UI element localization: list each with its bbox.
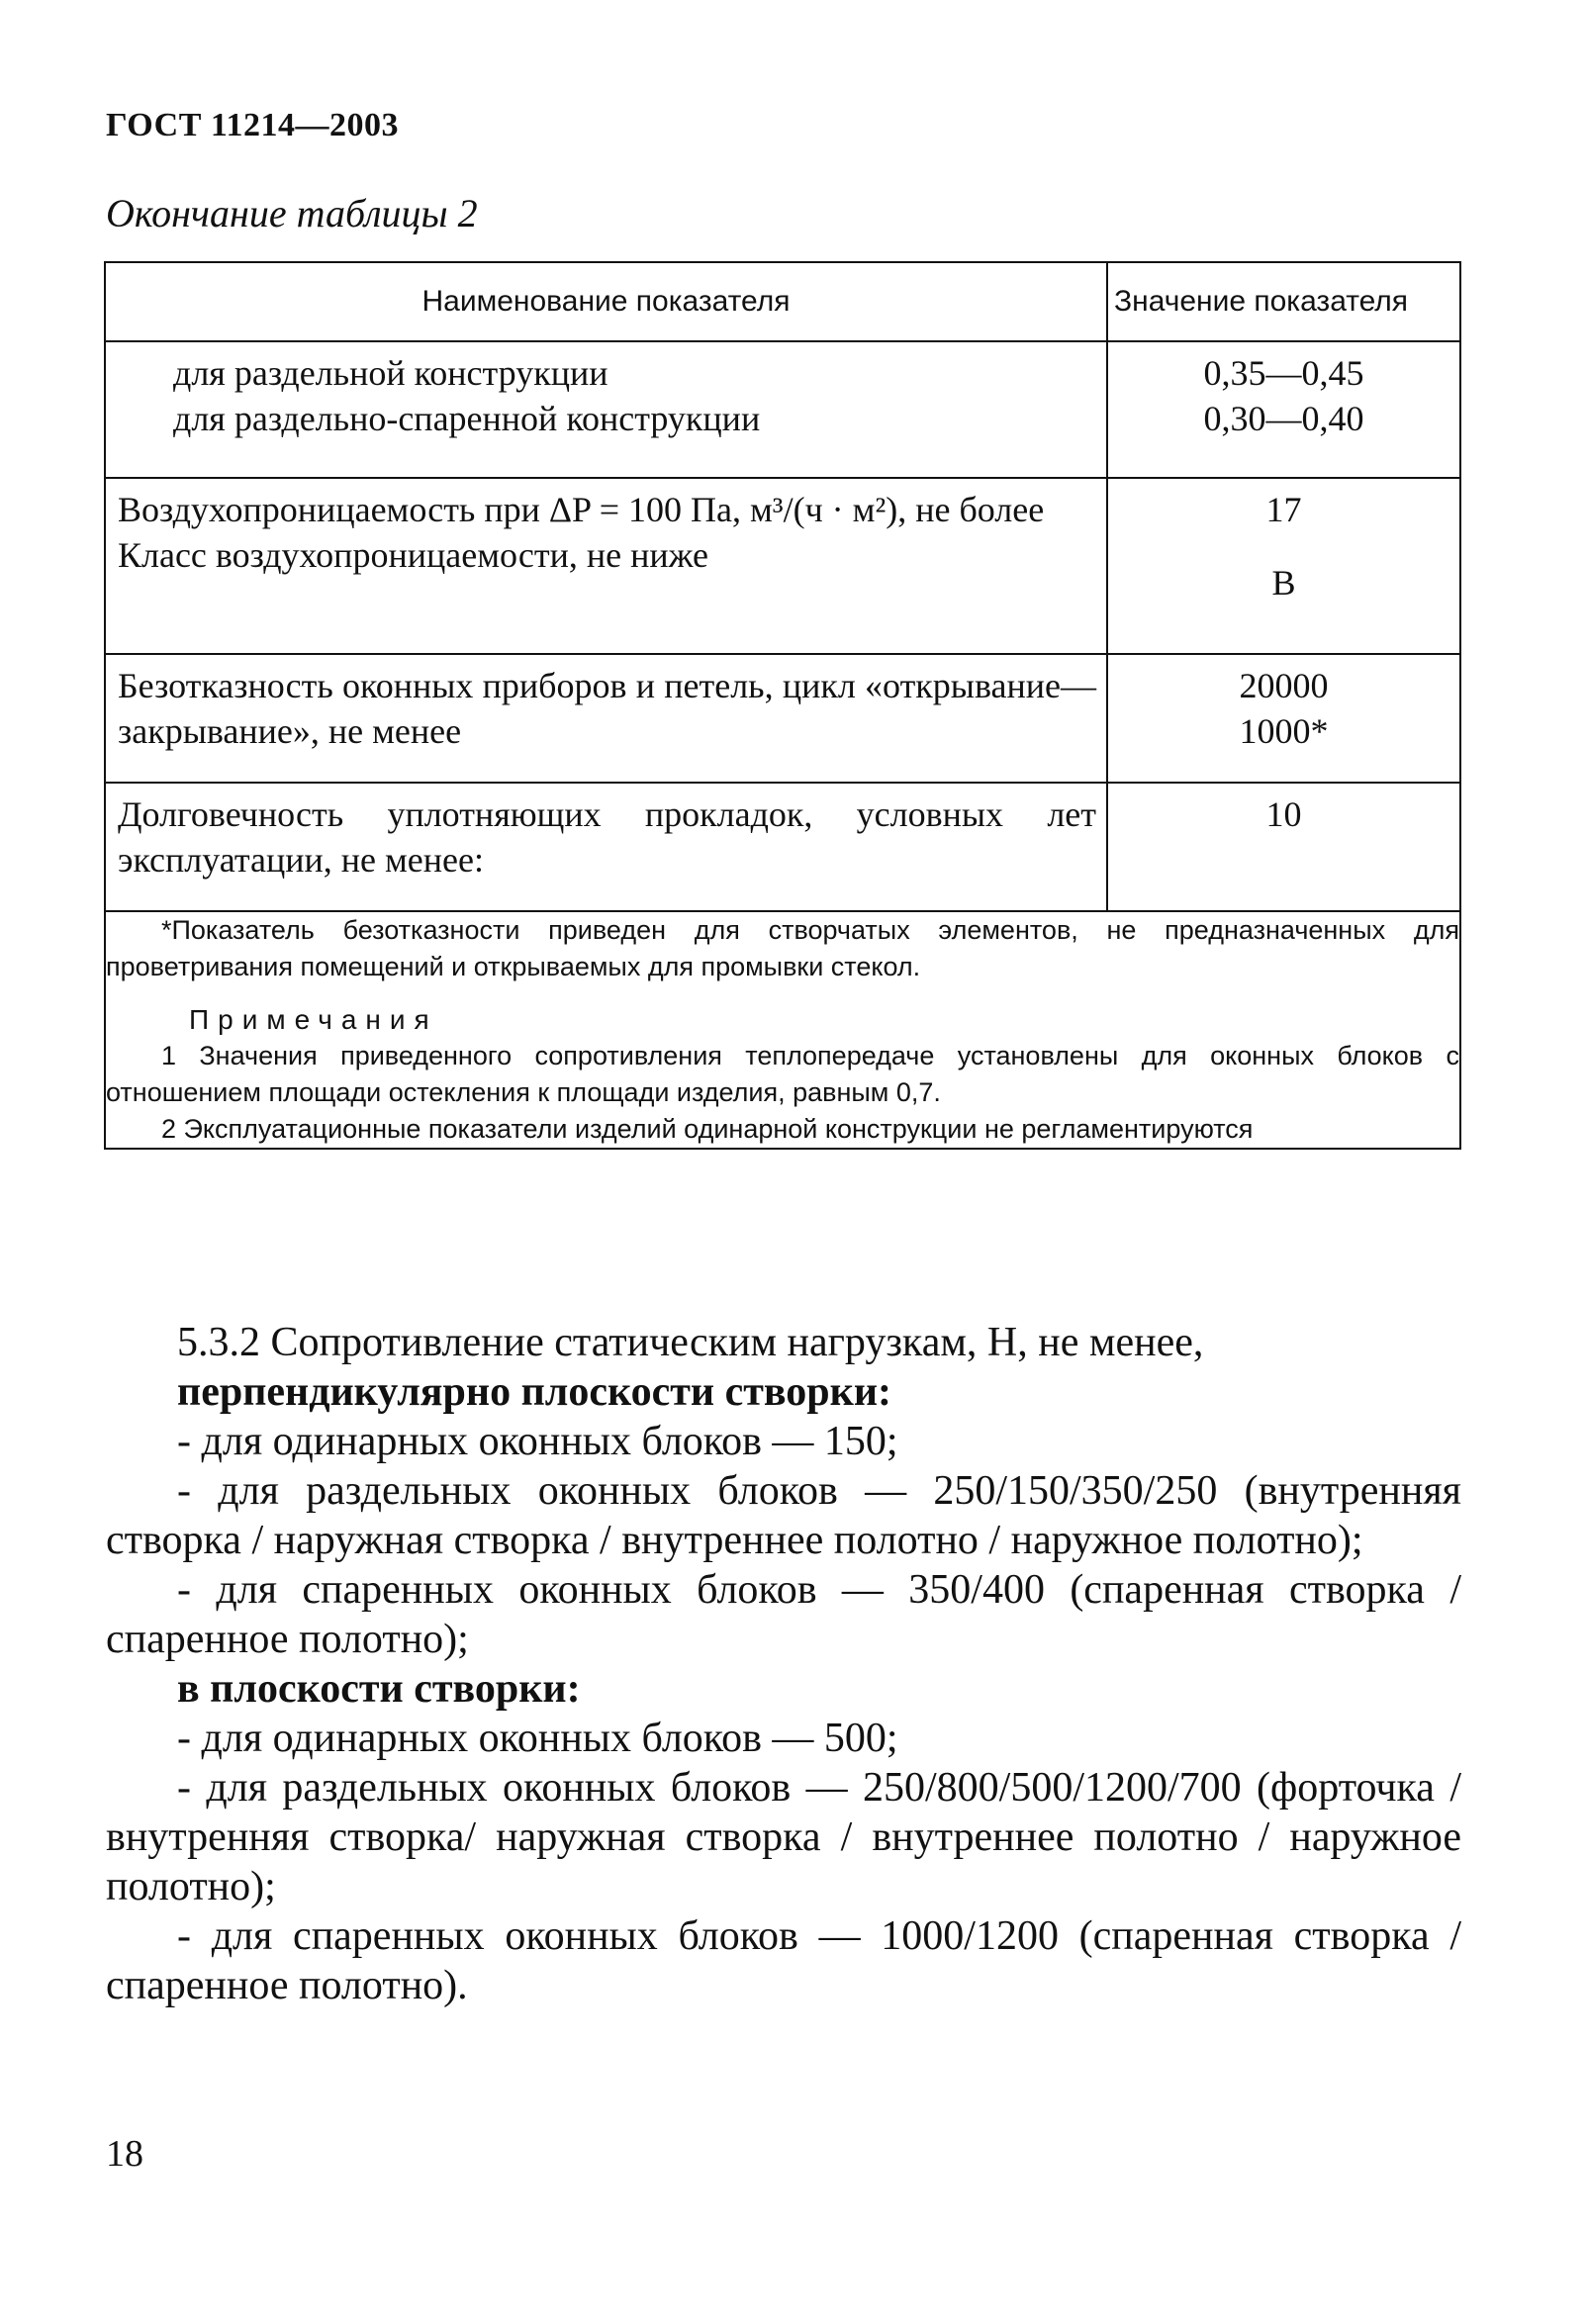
row-value-line: 20000: [1239, 666, 1329, 705]
row-value-cell: 10: [1107, 783, 1460, 911]
page-number: 18: [106, 2133, 143, 2175]
document-header: ГОСТ 11214—2003: [106, 107, 400, 143]
table-caption: Окончание таблицы 2: [106, 191, 478, 235]
table-row: [105, 341, 1460, 478]
notes-title: Примечания: [189, 1004, 438, 1035]
note-item: 1 Значения приведенного сопротивления теплопередаче установлены для оконных блоков с отношением площади остекления к площади изделия, равным 0,7.: [106, 1041, 1459, 1107]
table-header-row: [105, 262, 1460, 341]
row-value-cell: [1107, 478, 1460, 654]
section-5-3-2: [106, 1318, 1461, 2010]
row-name-text: Класс воздухопроницаемости, не ниже: [118, 535, 709, 575]
row-name-line: для раздельно-спаренной конструкции: [173, 399, 761, 438]
list-item: - для раздельных оконных блоков — 250/800/500/1200/700 (форточка / внутренняя створка/ наружная створка / внутреннее полотно / наружное полотно);: [106, 1765, 1461, 1909]
list-item: - для раздельных оконных блоков — 250/150/350/250 (внутренняя створка / наружная створка / внутреннее полотно / наружное полотно);: [106, 1468, 1461, 1563]
list-item: - для одинарных оконных блоков — 150;: [177, 1419, 898, 1464]
list-item: - для одинарных оконных блоков — 500;: [177, 1716, 898, 1761]
row-value-line: 1000*: [1239, 711, 1329, 751]
paragraph: 5.3.2 Сопротивление статическим нагрузкам, Н, не менее,: [177, 1320, 1204, 1365]
row-name-line: для раздельной конструкции: [173, 353, 608, 393]
table-notes-cell: [105, 911, 1460, 1149]
header-indicator-value: Значение показателя: [1107, 262, 1460, 341]
row-value-cell: [1107, 654, 1460, 783]
row-name-text: Воздухопроницаемость при ΔP = 100 Па, м³/(ч · м²), не более: [118, 490, 1045, 529]
row-name-cell: Долговечность уплотняющих прокладок, условных лет эксплуатации, не менее:: [105, 783, 1107, 911]
header-indicator-name: Наименование показателя: [105, 262, 1107, 341]
subheading: в плоскости створки:: [177, 1666, 581, 1712]
table-footnote: *Показатель безотказности приведен для створчатых элементов, не предназначенных для проветривания помещений и открываемых для промывки стекол.: [106, 915, 1459, 981]
row-name-cell: Безотказность оконных приборов и петель, цикл «открывание—закрывание», не менее: [105, 654, 1107, 783]
row-value-line: В: [1271, 563, 1296, 603]
table-row: [105, 478, 1460, 654]
table-row: [105, 654, 1460, 783]
list-item: - для спаренных оконных блоков — 1000/1200 (спаренная створка / спаренное полотно).: [106, 1913, 1461, 2008]
subheading: перпендикулярно плоскости створки:: [177, 1369, 892, 1415]
note-item: 2 Эксплуатационные показатели изделий одинарной конструкции не регламентируются: [161, 1114, 1254, 1144]
row-value-spacer: [1108, 532, 1459, 560]
row-value-cell: [1107, 341, 1460, 478]
table-notes-row: [105, 911, 1460, 1149]
row-name-cell: [105, 478, 1107, 654]
row-name-cell: [105, 341, 1107, 478]
row-value-line: 17: [1265, 490, 1302, 529]
indicators-table: [104, 261, 1461, 1150]
list-item: - для спаренных оконных блоков — 350/400 (спаренная створка / спаренное полотно);: [106, 1567, 1461, 1662]
row-value-line: 0,30—0,40: [1203, 399, 1364, 438]
row-value-line: 0,35—0,45: [1203, 353, 1364, 393]
table-row: [105, 783, 1460, 911]
